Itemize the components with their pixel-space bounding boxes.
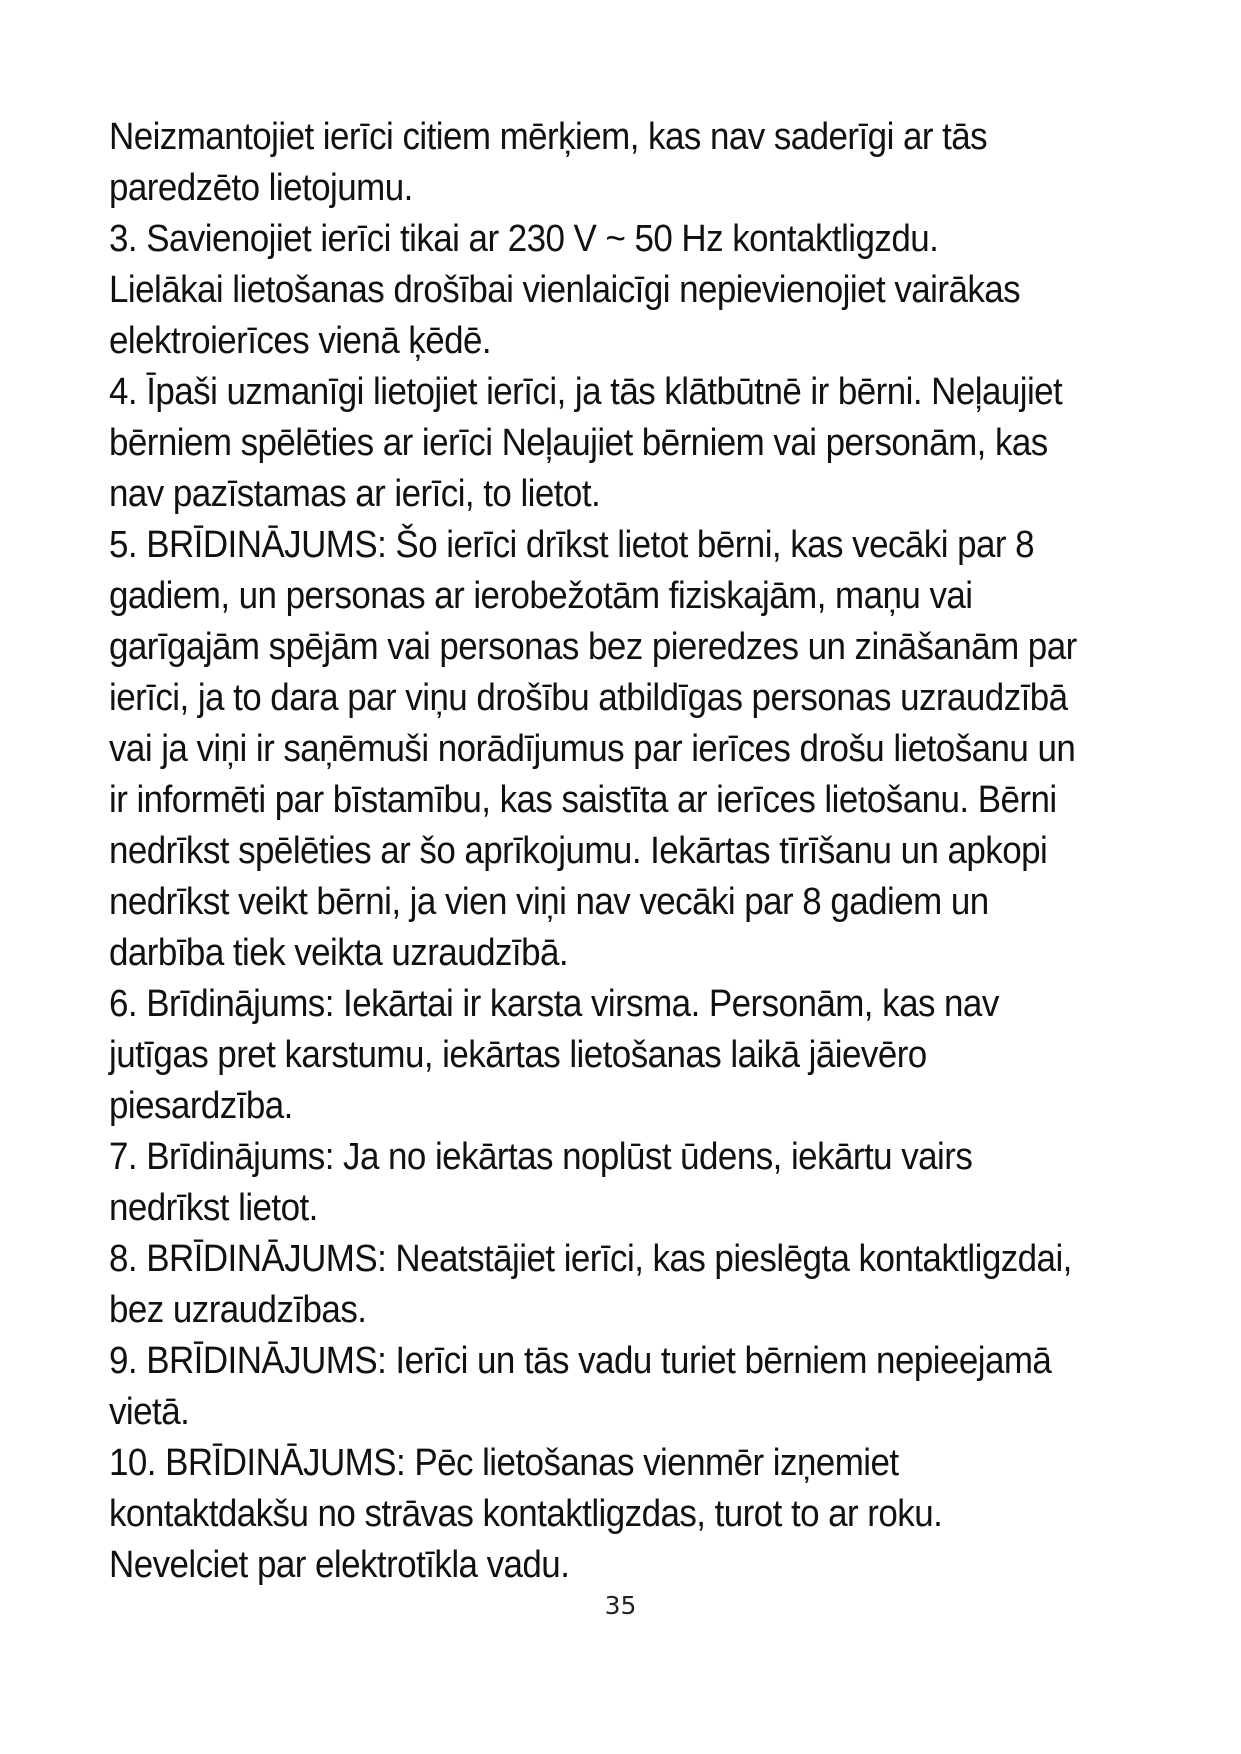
text-line: Nevelciet par elektrotīkla vadu. xyxy=(109,1544,570,1586)
text-line: 9. BRĪDINĀJUMS: Ierīci un tās vadu turiet bērniem nepieejamā xyxy=(109,1340,1052,1382)
body-text xyxy=(109,112,1084,1591)
text-line: 8. BRĪDINĀJUMS: Neatstājiet ierīci, kas pieslēgta kontaktligzdai, xyxy=(109,1238,1072,1280)
text-line: paredzēto lietojumu. xyxy=(109,167,413,209)
text-line: nedrīkst veikt bērni, ja vien viņi nav vecāki par 8 gadiem un xyxy=(109,881,989,923)
text-line: 5. BRĪDINĀJUMS: Šo ierīci drīkst lietot bērni, kas vecāki par 8 xyxy=(109,524,1035,566)
text-line: nedrīkst spēlēties ar šo aprīkojumu. Iekārtas tīrīšanu un apkopi xyxy=(109,830,1048,872)
text-line: piesardzība. xyxy=(109,1085,293,1127)
text-line: Neizmantojiet ierīci citiem mērķiem, kas nav saderīgi ar tās xyxy=(109,116,988,158)
text-line: elektroierīces vienā ķēdē. xyxy=(109,320,492,362)
page-number: 35 xyxy=(604,1591,637,1620)
text-line: ierīci, ja to dara par viņu drošību atbildīgas personas uzraudzībā xyxy=(109,677,1068,719)
text-line: bez uzraudzības. xyxy=(109,1289,367,1331)
text-line: kontaktdakšu no strāvas kontaktligzdas, turot to ar roku. xyxy=(109,1493,943,1535)
text-line: ir informēti par bīstamību, kas saistīta ar ierīces lietošanu. Bērni xyxy=(109,779,1057,821)
text-line: 3. Savienojiet ierīci tikai ar 230 V ~ 50 Hz kontaktligzdu. xyxy=(109,218,939,260)
text-line: 4. Īpaši uzmanīgi lietojiet ierīci, ja tās klātbūtnē ir bērni. Neļaujiet xyxy=(109,371,1063,413)
text-line: garīgajām spējām vai personas bez pieredzes un zināšanām par xyxy=(109,626,1077,668)
text-line: bērniem spēlēties ar ierīci Neļaujiet bērniem vai personām, kas xyxy=(109,422,1048,464)
text-line: 6. Brīdinājums: Iekārtai ir karsta virsma. Personām, kas nav xyxy=(109,983,999,1025)
text-line: vai ja viņi ir saņēmuši norādījumus par ierīces drošu lietošanu un xyxy=(109,728,1076,770)
text-line: darbība tiek veikta uzraudzībā. xyxy=(109,932,569,974)
text-line: 10. BRĪDINĀJUMS: Pēc lietošanas vienmēr izņemiet xyxy=(109,1442,899,1484)
text-line: 7. Brīdinājums: Ja no iekārtas noplūst ūdens, iekārtu vairs xyxy=(109,1136,973,1178)
text-line: Lielākai lietošanas drošībai vienlaicīgi nepievienojiet vairākas xyxy=(109,269,1021,311)
text-line: nedrīkst lietot. xyxy=(109,1187,318,1229)
text-line: jutīgas pret karstumu, iekārtas lietošanas laikā jāievēro xyxy=(109,1034,927,1076)
text-line: vietā. xyxy=(109,1391,190,1433)
text-line: nav pazīstamas ar ierīci, to lietot. xyxy=(109,473,601,515)
text-line: gadiem, un personas ar ierobežotām fiziskajām, maņu vai xyxy=(109,575,973,617)
